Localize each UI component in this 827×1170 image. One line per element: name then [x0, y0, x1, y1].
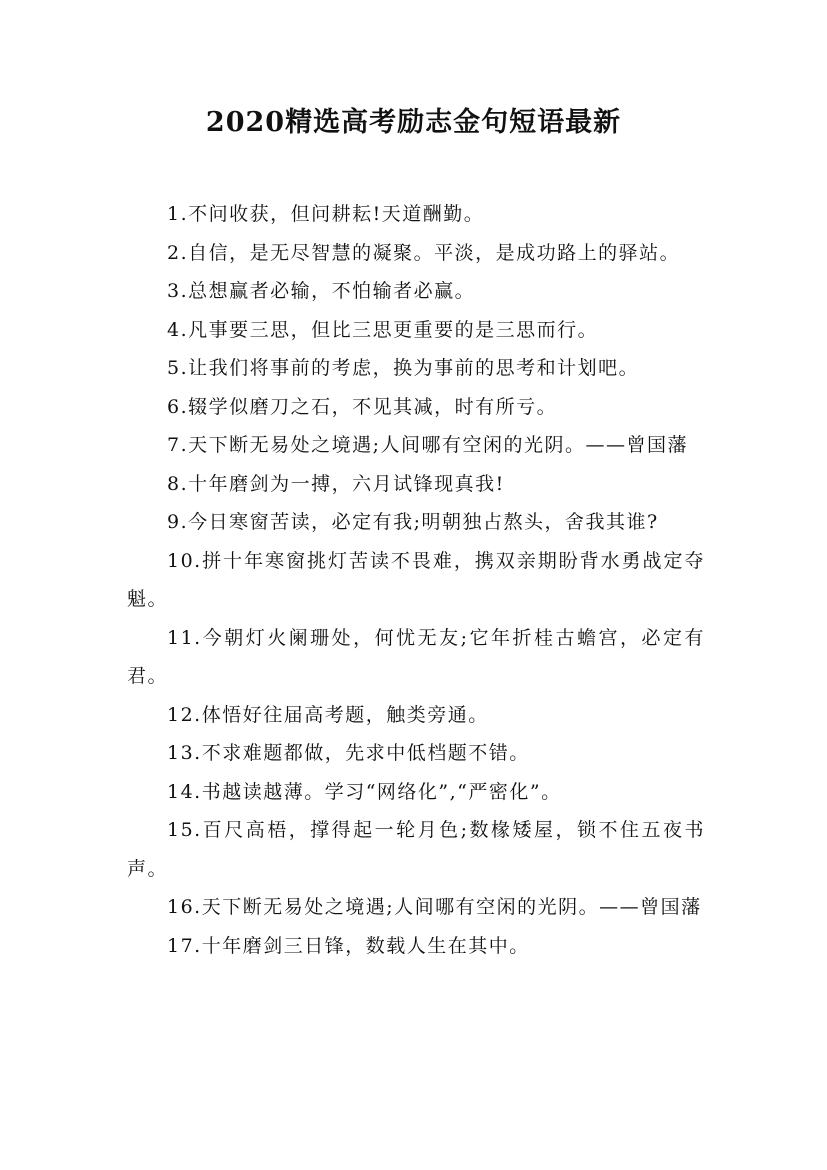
list-item: 13.不求难题都做，先求中低档题不错。 — [167, 742, 530, 764]
list-item: 8.十年磨剑为一搏，六月试锋现真我! — [167, 472, 505, 495]
list-item: 9.今日寒窗苦读，必定有我;明朝独占熬头，舍我其谁? — [167, 511, 659, 533]
quote-list — [127, 195, 705, 965]
list-item: 14.书越读越薄。学习“网络化”,“严密化”。 — [167, 780, 562, 803]
list-item: 2.自信，是无尽智慧的凝聚。平淡，是成功路上的驿站。 — [167, 241, 681, 264]
list-item: 17.十年磨剑三日锋，数载人生在其中。 — [167, 934, 530, 957]
list-item: 11.今朝灯火阑珊处，何忧无友;它年折桂古蟾宫，必定有君。 — [127, 626, 705, 687]
list-item: 3.总想赢者必输，不怕输者必赢。 — [167, 280, 476, 302]
list-item: 12.体悟好往届高考题，触类旁通。 — [167, 703, 489, 726]
list-item: 10.拼十年寒窗挑灯苦读不畏难，携双亲期盼背水勇战定夺魁。 — [127, 549, 705, 610]
list-item: 7.天下断无易处之境遇;人间哪有空闲的光阴。——曾国藩 — [167, 434, 689, 456]
page-title: 2020精选高考励志金句短语最新 — [205, 107, 622, 138]
list-item: 16.天下断无易处之境遇;人间哪有空闲的光阴。——曾国藩 — [167, 896, 702, 918]
list-item: 4.凡事要三思，但比三思更重要的是三思而行。 — [167, 318, 599, 341]
list-item: 15.百尺高梧，撑得起一轮月色;数椽矮屋，锁不住五夜书声。 — [127, 819, 705, 880]
list-item: 5.让我们将事前的考虑，换为事前的思考和计划吧。 — [167, 357, 640, 379]
list-item: 6.辍学似磨刀之石，不见其减，时有所亏。 — [167, 395, 558, 418]
list-item: 1.不问收获，但问耕耘!天道酬勤。 — [167, 203, 485, 225]
